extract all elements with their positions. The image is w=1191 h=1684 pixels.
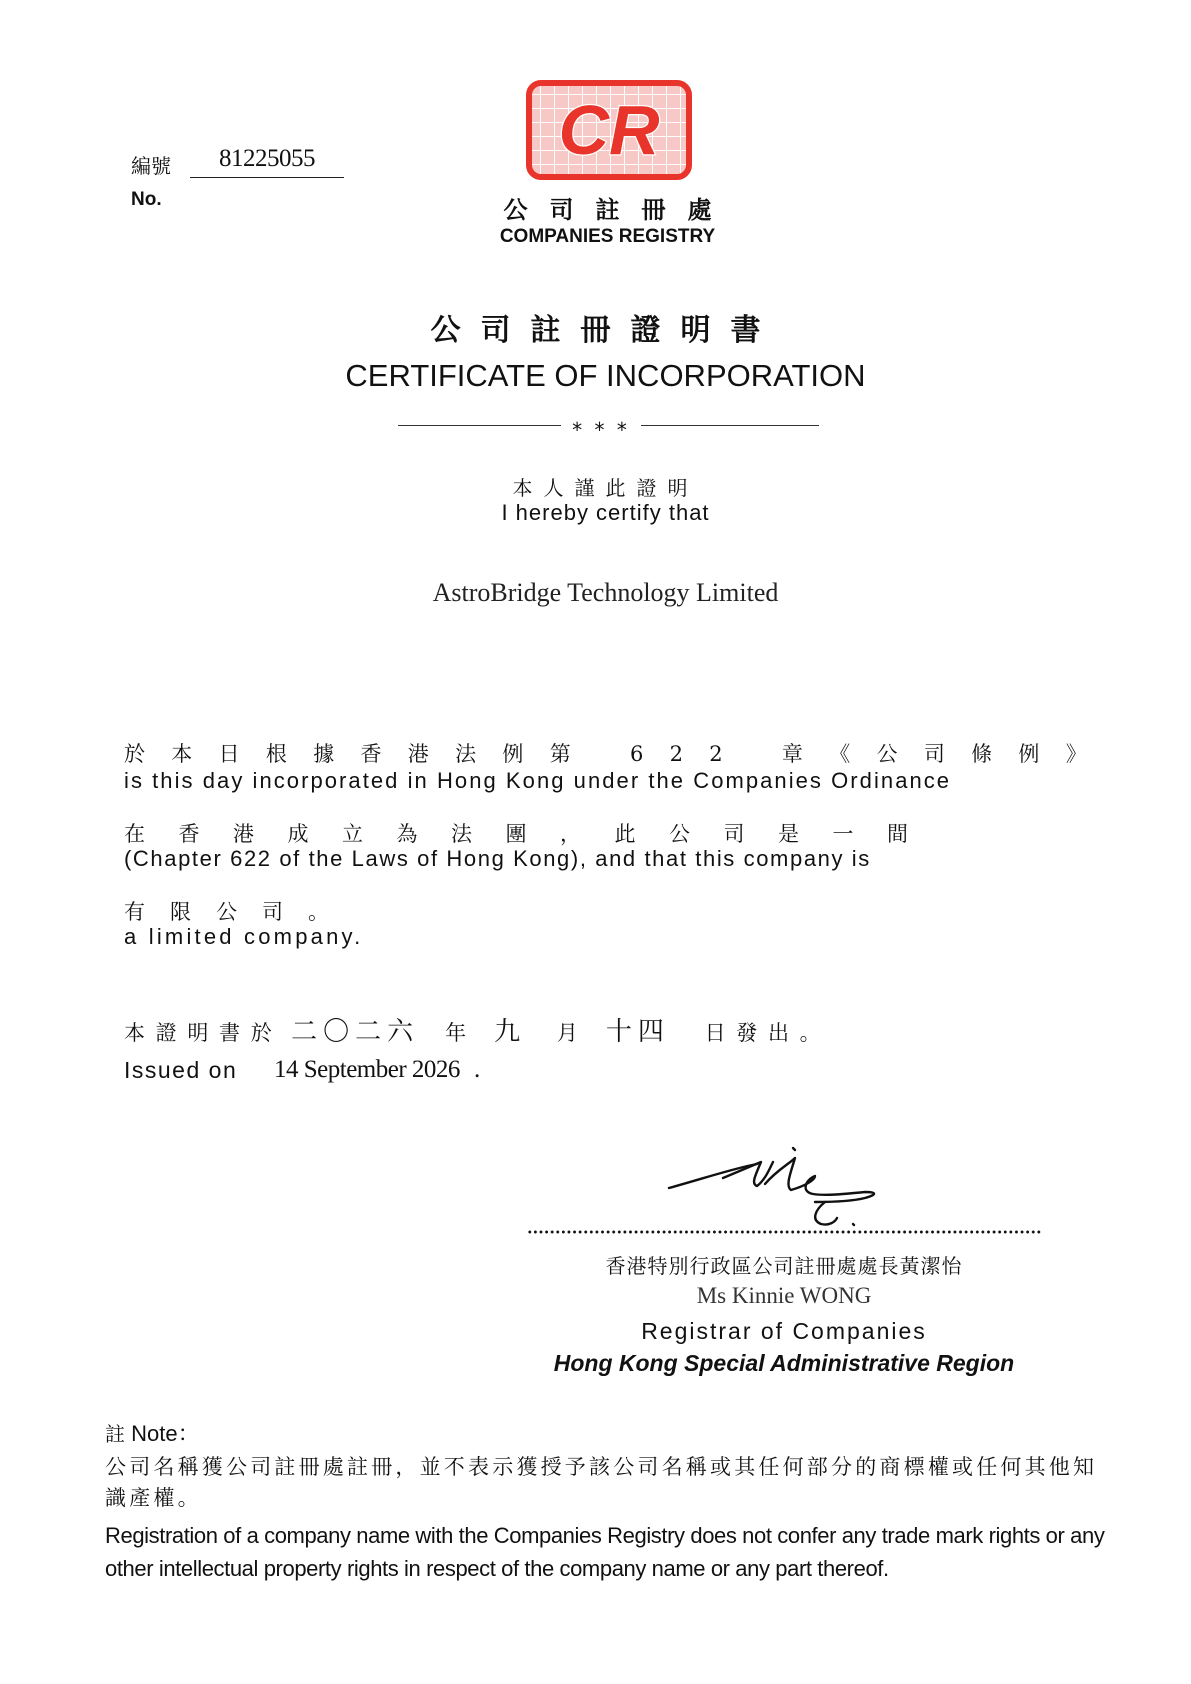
registrar-region: Hong Kong Special Administrative Region [553, 1350, 1015, 1376]
companies-registry-logo [526, 80, 692, 180]
issue-suffix-zh: 日 發 出 。 [704, 1021, 823, 1045]
certificate-title-zh: 公司註冊證明書 [430, 313, 781, 348]
note-label-zh: 註 [105, 1422, 125, 1446]
number-label-en: No. [131, 189, 162, 210]
registry-name-en: COMPANIES REGISTRY [499, 226, 716, 247]
divider-left [398, 425, 561, 426]
body-line1-en: is this day incorporated in Hong Kong under the Companies Ordinance [124, 768, 952, 793]
logo-mark-text: CR [558, 91, 660, 169]
issue-prefix-zh: 本 證 明 書 於 [124, 1021, 274, 1045]
note-heading [105, 1417, 200, 1448]
body-line3-en: a limited company. [124, 924, 364, 949]
note-text-en: Registration of a company name with the Companies Registry does not confer any trade mark rights or any other intellectual property rights in respect of the company name or any part thereof. [105, 1523, 1105, 1581]
registrar-title-zh: 香港特別行政區公司註冊處處長黃潔怡 [605, 1254, 963, 1278]
body-line3-zh: 有限公司。 [124, 900, 354, 924]
registry-name-zh: 公司註冊處 [503, 196, 734, 224]
registrar-name: Ms Kinnie WONG [696, 1283, 872, 1308]
issue-date-zh [124, 1011, 823, 1048]
issue-year-zh: 二〇二六 [291, 1017, 420, 1047]
body-line1-zh: 於本日根據香港法例第 622 章《公司條例》 [124, 742, 1114, 766]
issue-day-zh: 十四 [605, 1017, 670, 1047]
note-text-zh: 公司名稱獲公司註冊處註冊，並不表示獲授予該公司名稱或其任何部分的商標權或任何其他知識產權。 [105, 1455, 1098, 1510]
divider-right [641, 425, 819, 426]
issue-year-unit: 年 [445, 1021, 469, 1045]
divider-stars: * * * [572, 418, 630, 442]
issue-date-en: 14 September 2026 [274, 1056, 460, 1083]
note-label-en: Note [131, 1421, 178, 1446]
number-label-zh: 編號 [131, 154, 171, 178]
certificate-number: 81225055 [190, 145, 344, 178]
note-colon: ： [177, 1421, 200, 1446]
issue-month-unit: 月 [556, 1021, 580, 1045]
certify-statement-en: I hereby certify that [501, 500, 710, 525]
issued-on-label: Issued on [124, 1057, 238, 1083]
body-line2-en: (Chapter 622 of the Laws of Hong Kong), and that this company is [124, 846, 871, 871]
company-name: AstroBridge Technology Limited [432, 578, 779, 607]
issue-month-zh: 九 [494, 1017, 523, 1047]
body-line2-zh: 在香港成立為法團，此公司是一間 [124, 822, 942, 846]
issue-date-period: . [474, 1056, 481, 1083]
certificate-title-en: CERTIFICATE OF INCORPORATION [345, 358, 866, 393]
registrar-title-en: Registrar of Companies [641, 1318, 927, 1344]
certify-statement-zh: 本人謹此證明 [512, 476, 699, 500]
signature-dotted-line [527, 1230, 1041, 1234]
